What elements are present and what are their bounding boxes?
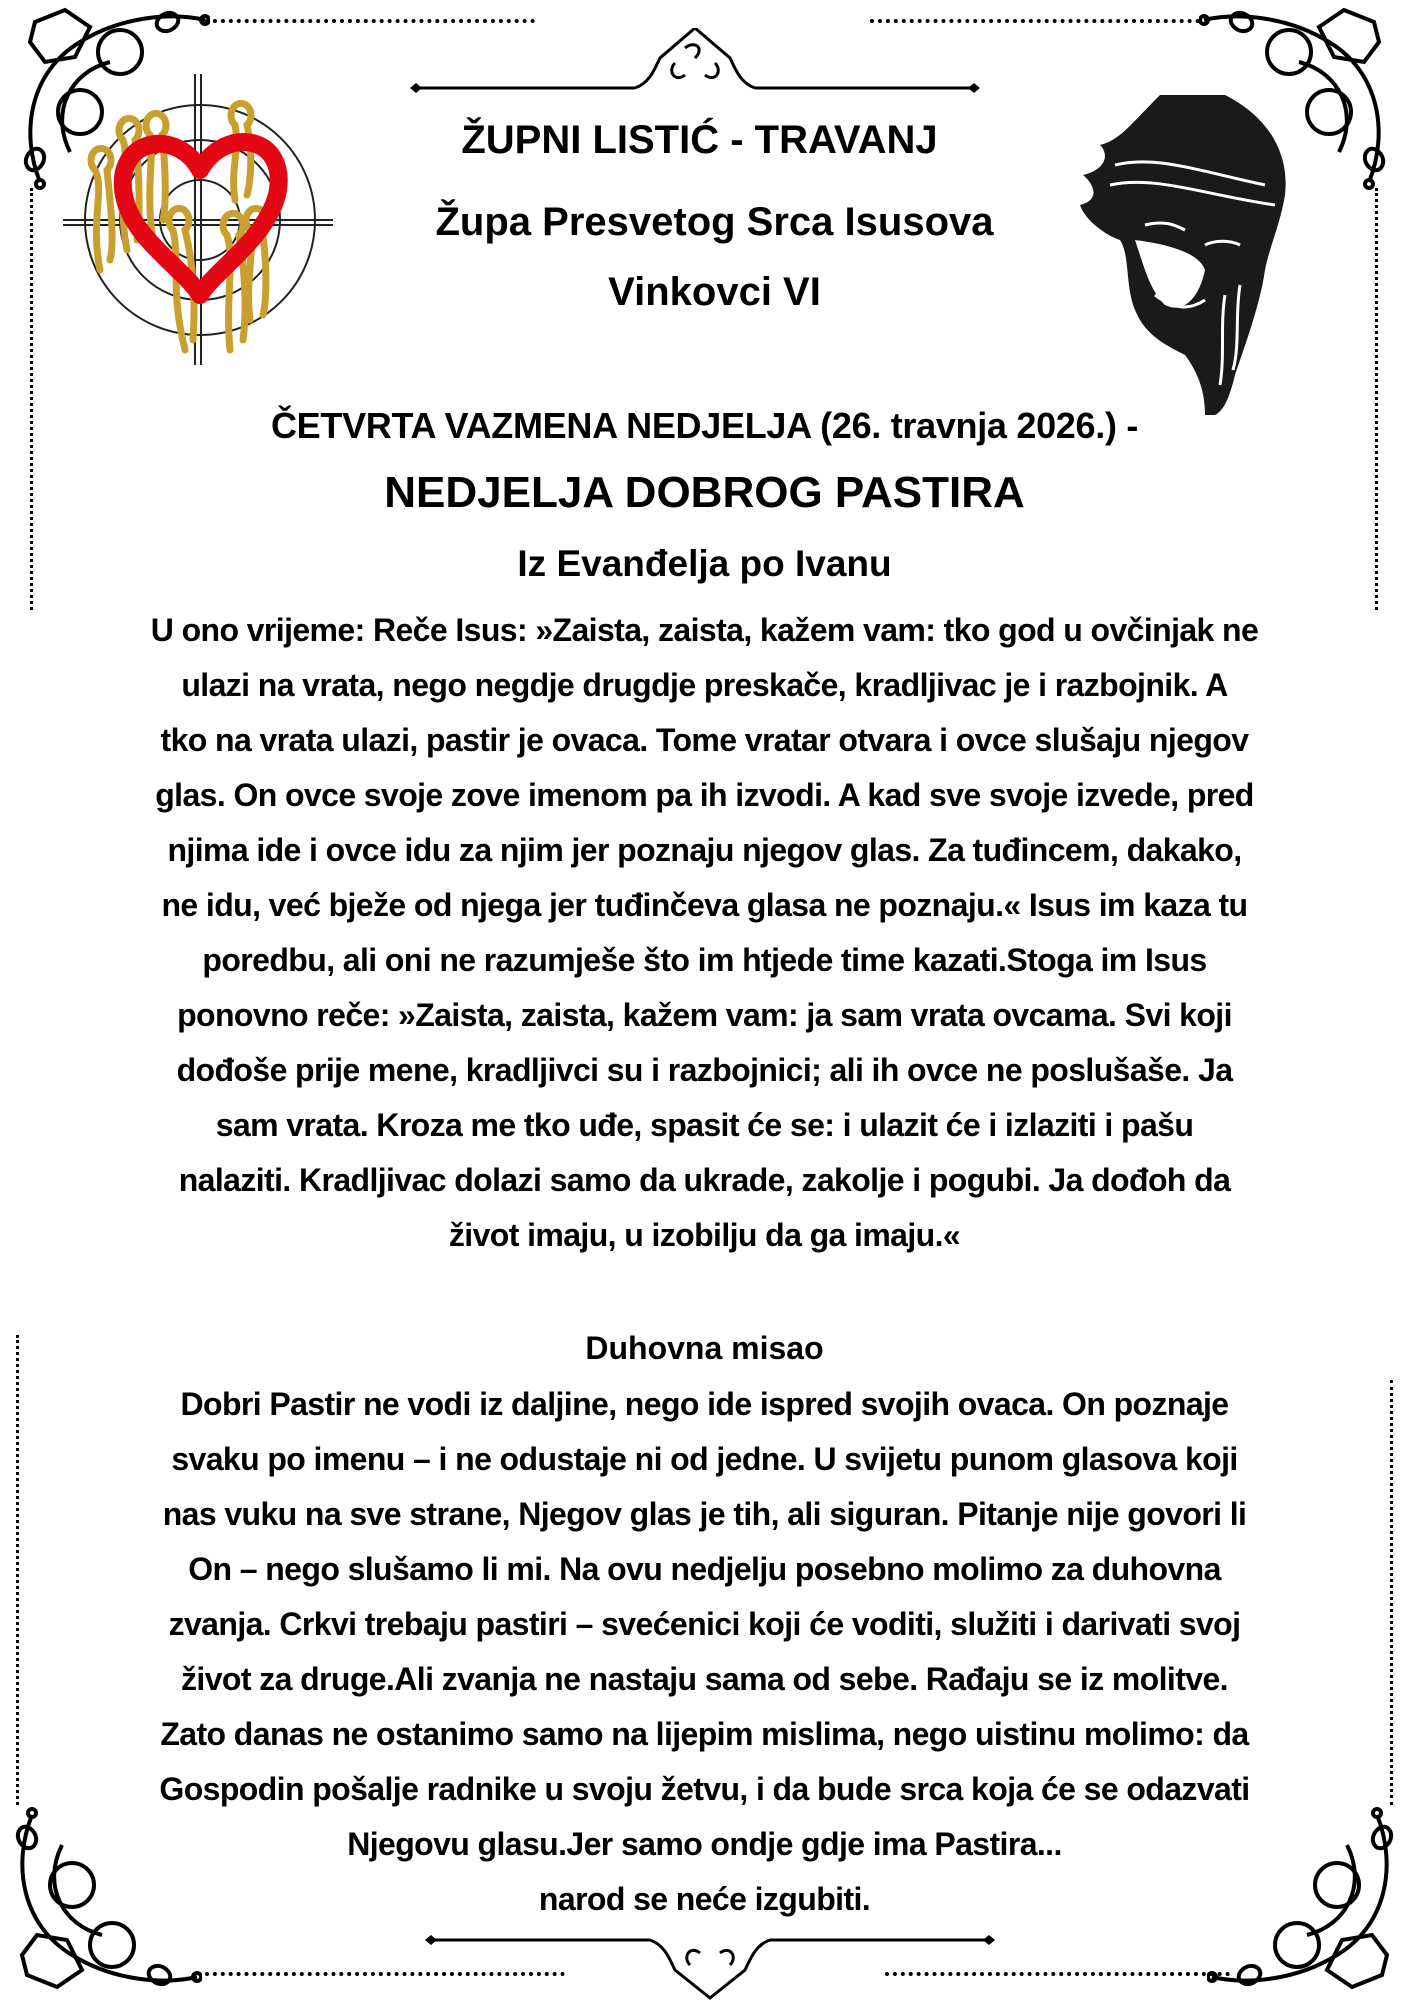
reflection-line: Dobri Pastir ne vodi iz daljine, nego ide ispred svojih ovaca. On poznaje (180, 1386, 1229, 1422)
gospel-line: nalaziti. Kradljivac dolazi samo da ukrade, zakolje i pogubi. Ja dođoh da (178, 1162, 1231, 1198)
top-right-dotted-border (870, 19, 1200, 23)
newsletter-title: ŽUPNI LISTIĆ - TRAVANJ (461, 118, 938, 162)
gospel-line: ne idu, već bježe od njega jer tuđinčeva glasa ne poznaju.« Isus im kaza tu (161, 887, 1248, 923)
reflection-line: život za druge.Ali zvanja ne nastaju sama od sebe. Rađaju se iz molitve. (181, 1661, 1228, 1697)
reflection-line: On – nego slušamo li mi. Na ovu nedjelju posebno molimo za duhovna (188, 1551, 1221, 1587)
parish-location: Vinkovci VI (608, 270, 821, 314)
sunday-name: NEDJELJA DOBROG PASTIRA (384, 468, 1025, 517)
top-flourish-icon (410, 28, 980, 98)
top-left-dotted-border (205, 19, 535, 23)
reflection-line: narod se neće izgubiti. (538, 1881, 871, 1917)
gospel-line: njima ide i ovce idu za njim jer poznaju njegov glas. Za tuđincem, dakako, (167, 832, 1242, 868)
gospel-line: ulazi na vrata, nego negdje drugdje preskače, kradljivac je i razbojnik. A (181, 667, 1228, 703)
gospel-line: U ono vrijeme: Reče Isus: »Zaista, zaista, kažem vam: tko god u ovčinjak ne (150, 612, 1259, 648)
gospel-line: tko na vrata ulazi, pastir je ovaca. Tome vratar otvara i ovce slušaju njegov (160, 722, 1249, 758)
gospel-heading: Iz Evanđelja po Ivanu (517, 543, 892, 584)
gospel-line: glas. On ovce svoje zove imenom pa ih izvodi. A kad sve svoje izvede, pred (155, 777, 1254, 813)
gospel-line: sam vrata. Kroza me tko uđe, spasit će se: i ulazit će i izlaziti i pašu (215, 1107, 1194, 1143)
gospel-line: ponovno reče: »Zaista, zaista, kažem vam: ja sam vrata ovcama. Svi koji (177, 997, 1232, 1033)
reflection-line: Gospodin pošalje radnike u svoju žetvu, i da bude srca koja će se odazvati (159, 1771, 1250, 1807)
gospel-line: poredbu, ali oni ne razumješe što im htjede time kazati.Stoga im Isus (202, 942, 1207, 978)
gospel-line: dođoše prije mene, kradljivci su i razbojnici; ali ih ovce ne poslušaše. Ja (176, 1052, 1233, 1088)
reflection-heading: Duhovna misao (585, 1330, 824, 1366)
reflection-line: Njegovu glasu.Jer samo ondje gdje ima Pastira... (347, 1826, 1062, 1862)
sunday-date-line: ČETVRTA VAZMENA NEDJELJA (26. travnja 2026.) - (270, 405, 1139, 446)
reflection-line: zvanja. Crkvi trebaju pastiri – svećenici koji će voditi, služiti i darivati svoj (168, 1606, 1241, 1642)
reflection-line: Zato danas ne ostanimo samo na lijepim mislima, nego uistinu molimo: da (160, 1716, 1249, 1752)
parish-name: Župa Presvetog Srca Isusova (435, 200, 994, 244)
gospel-line: život imaju, u izobilju da ga imaju.« (448, 1217, 961, 1253)
bottom-flourish-icon (425, 1930, 995, 2000)
reflection-line: svaku po imenu – i ne odustaje ni od jedne. U svijetu punom glasova koji (171, 1441, 1238, 1477)
reflection-line: nas vuku na sve strane, Njegov glas je tih, ali siguran. Pitanje nije govori li (162, 1496, 1247, 1532)
